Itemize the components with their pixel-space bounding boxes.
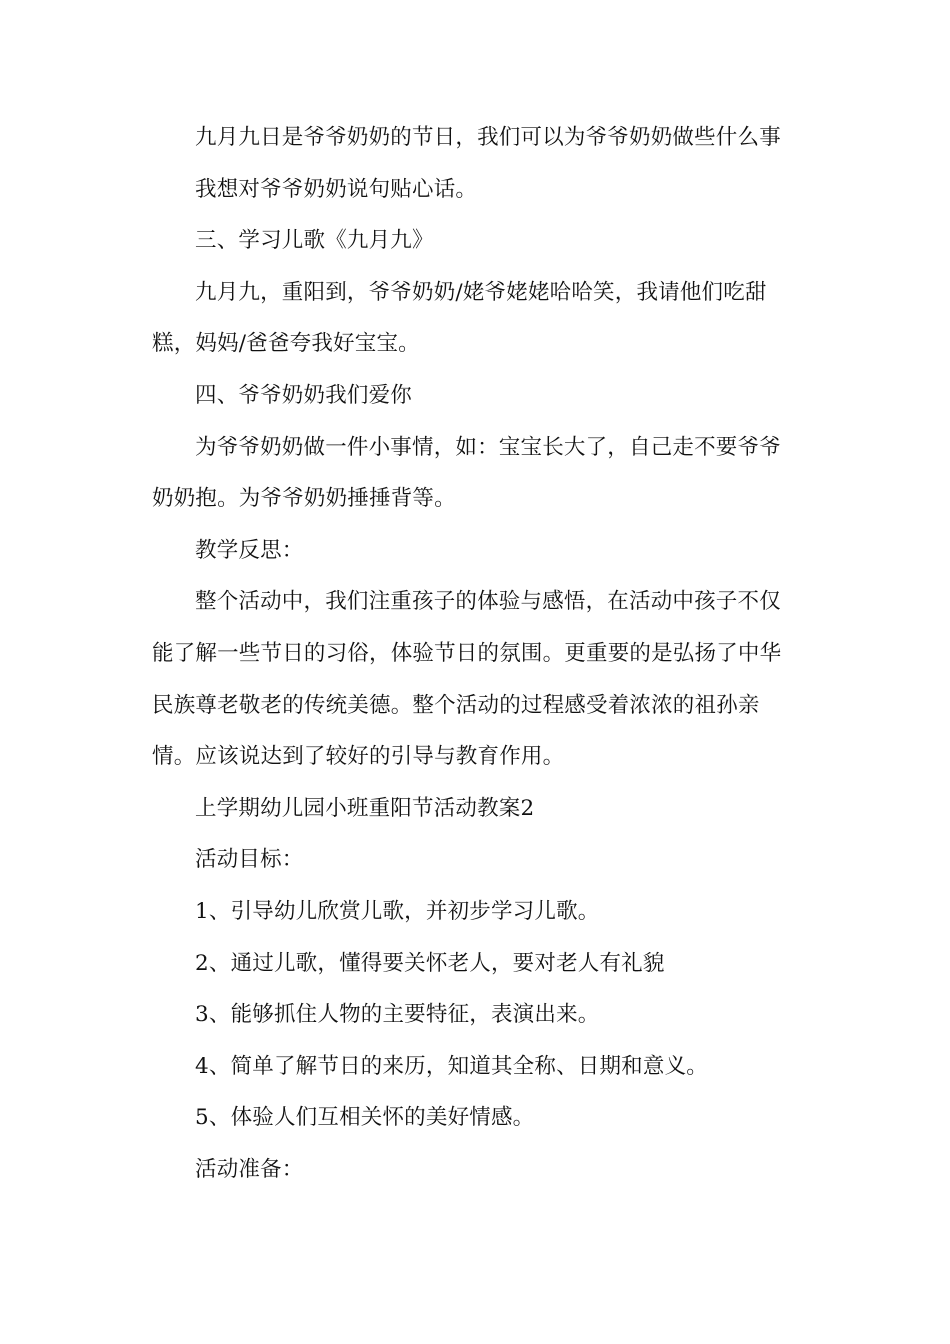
- goal-item-3: 3、能够抓住人物的主要特征，表演出来。: [195, 1002, 600, 1028]
- heading-activity-preparation: 活动准备：: [195, 1156, 304, 1182]
- goal-item-2: 2、通过儿歌，懂得要关怀老人，要对老人有礼貌: [195, 950, 665, 976]
- paragraph-small-tasks: 为爷爷奶奶做一件小事情，如：宝宝长大了，自己走不要爷爷奶奶抱。为爷爷奶奶捶捶背等。: [152, 434, 781, 512]
- paragraph-heart-words: 我想对爷爷奶奶说句贴心话。: [195, 176, 478, 202]
- goal-item-5: 5、体验人们互相关怀的美好情感。: [195, 1105, 535, 1131]
- goal-item-4: 4、简单了解节日的来历，知道其全称、日期和意义。: [195, 1053, 708, 1079]
- section-heading-learn-song: 三、学习儿歌《九月九》: [195, 228, 434, 254]
- section-heading-love-grandparents: 四、爷爷奶奶我们爱你: [195, 382, 413, 408]
- document-body: [152, 112, 800, 1195]
- lesson-plan-title-2: 上学期幼儿园小班重阳节活动教案2: [195, 795, 535, 821]
- heading-teaching-reflection: 教学反思：: [195, 537, 304, 563]
- heading-activity-goals: 活动目标：: [195, 847, 304, 873]
- paragraph-song-lyrics: 九月九，重阳到，爷爷奶奶/姥爷姥姥哈哈笑，我请他们吃甜糕，妈妈/爸爸夸我好宝宝。: [152, 279, 767, 357]
- paragraph-reflection: 整个活动中，我们注重孩子的体验与感悟，在活动中孩子不仅能了解一些节日的习俗，体验节日的氛围。更重要的是弘扬了中华民族尊老敬老的传统美德。整个活动的过程感受着浓浓的祖孙亲情。应该说达到了较好的引导与教育作用。: [152, 589, 782, 770]
- goal-item-1: 1、引导幼儿欣赏儿歌，并初步学习儿歌。: [195, 898, 600, 924]
- paragraph-intro-question: 九月九日是爷爷奶奶的节日，我们可以为爷爷奶奶做些什么事: [195, 125, 781, 150]
